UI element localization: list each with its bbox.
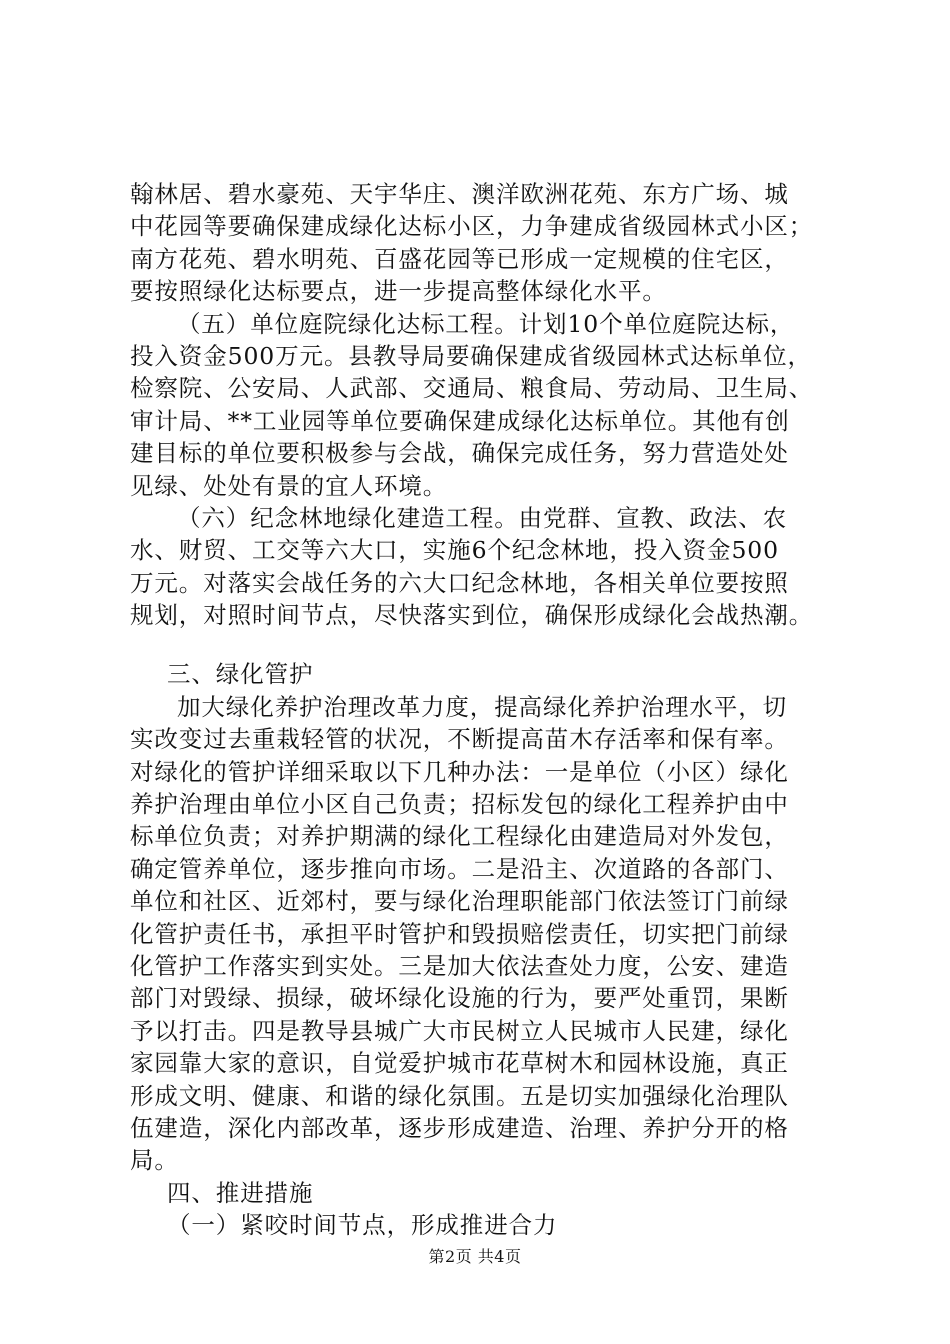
paragraph-line: 化管护责任书，承担平时管护和毁损赔偿责任，切实把门前绿	[130, 919, 789, 948]
paragraph-line: 单位和社区、近郊村，要与绿化治理职能部门依法签订门前绿	[130, 887, 789, 916]
paragraph-line: 化管护工作落实到实处。三是加大依法查处力度，公安、建造	[130, 951, 789, 980]
paragraph-line: 翰林居、碧水豪苑、天宇华庄、澳洋欧洲花苑、东方广场、城	[130, 180, 789, 208]
paragraph-line: 予以打击。四是教导县城广大市民树立人民城市人民建，绿化	[130, 1016, 789, 1045]
section-four-title: 四、推进措施	[167, 1178, 314, 1207]
paragraph-line: 万元。对落实会战任务的六大口纪念林地，各相关单位要按照	[130, 568, 789, 597]
paragraph-line: 对绿化的管护详细采取以下几种办法：一是单位（小区）绿化	[130, 757, 789, 786]
paragraph-line: 实改变过去重栽轻管的状况，不断提高苗木存活率和保有率。	[130, 725, 789, 754]
page-number-footer: 第2页 共4页	[428, 1247, 522, 1266]
paragraph-line: 加大绿化养护治理改革力度，提高绿化养护治理水平，切	[177, 692, 787, 721]
paragraph-line: 要按照绿化达标要点，进一步提高整体绿化水平。	[130, 277, 667, 306]
paragraph-line: 形成文明、健康、和谐的绿化氛围。五是切实加强绿化治理队	[130, 1081, 789, 1110]
paragraph-line: 水、财贸、工交等六大口，实施6个纪念林地，投入资金500	[130, 536, 780, 565]
paragraph-line: 中花园等要确保建成绿化达标小区，力争建成省级园林式小区；	[130, 212, 814, 241]
paragraph-line: 标单位负责；对养护期满的绿化工程绿化由建造局对外发包，	[130, 822, 789, 851]
paragraph-line: 家园靠大家的意识，自觉爱护城市花草树木和园林设施，真正	[130, 1049, 789, 1078]
section-five-heading: （五）单位庭院绿化达标工程。计划10个单位庭院达标，	[177, 309, 795, 338]
paragraph-line: 部门对毁绿、损绿，破坏绿化设施的行为，要严处重罚，果断	[130, 984, 789, 1013]
paragraph-line: 投入资金500万元。县教导局要确保建成省级园林式达标单位，	[130, 341, 812, 370]
section-three-title: 三、绿化管护	[167, 660, 314, 689]
paragraph-line: 检察院、公安局、人武部、交通局、粮食局、劳动局、卫生局、	[130, 374, 814, 403]
paragraph-line: 养护治理由单位小区自己负责；招标发包的绿化工程养护由中	[130, 790, 789, 819]
paragraph-line: 伍建造，深化内部改革，逐步形成建造、治理、养护分开的格	[130, 1113, 789, 1142]
paragraph-line: 审计局、**工业园等单位要确保建成绿化达标单位。其他有创	[130, 406, 790, 435]
document-body	[130, 178, 856, 1242]
paragraph-gap	[130, 631, 856, 658]
section-six-heading: （六）纪念林地绿化建造工程。由党群、宣教、政法、农	[177, 503, 787, 532]
paragraph-line: 局。	[130, 1146, 179, 1175]
paragraph-line: 建目标的单位要积极参与会战，确保完成任务，努力营造处处	[130, 439, 789, 468]
paragraph-line: 见绿、处处有景的宜人环境。	[130, 471, 448, 500]
paragraph-line: 确定管养单位，逐步推向市场。二是沿主、次道路的各部门、	[130, 854, 789, 883]
subsection-one-title: （一）紧咬时间节点，形成推进合力	[167, 1211, 558, 1240]
paragraph-line: 规划，对照时间节点，尽快落实到位，确保形成绿化会战热潮。	[130, 601, 814, 630]
paragraph-line: 南方花苑、碧水明苑、百盛花园等已形成一定规模的住宅区，	[130, 244, 789, 273]
